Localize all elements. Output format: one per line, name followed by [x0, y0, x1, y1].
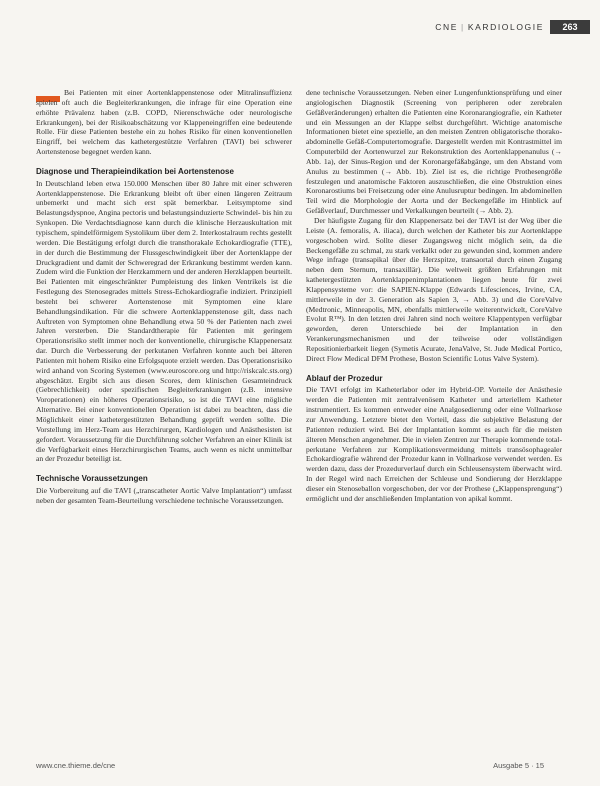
heading-technische-voraussetzungen: Technische Voraussetzungen — [36, 474, 148, 484]
paragraph-ablauf: Die TAVI erfolgt im Katheterlabor oder im Hybrid-OP. Vorteile der Anästhesie werden die Patienten mit zentralvenösem Katheter und arteriellem Katheter instrumentiert. Es kommen entweder eine Analgosedierung oder eine Vollnarkose zur Anwendung. Letztere bietet den Vorteil, dass die subjektive Belastung der Patienten reduziert wird. Bei der Implantation kommt es auch für die meisten älteren Menschen angenehmer. Die in vielen Zentren zur Therapie kommende total-perkutane Verfahren zur Komplikationsvermeidung mittels transösophagealer Echokardiografie während der Prozedur kann in Vollnarkose verwendet werden. Es werden dazu, dass der Prozedurverlauf durch ein Schleusensystem überwacht wird. In der Regel wird nach Erreichen der Schleuse und Sondierung der Herzklappe dieser ein Stenoseballon vorgeschoben, der vor der Prothese („Klappensprengung“) ermöglicht und der anschließenden Implantation von apikal kommt. — [306, 385, 562, 503]
page-header — [0, 0, 600, 40]
left-column — [36, 88, 292, 506]
header-separator: | — [461, 22, 465, 32]
section-label-kardiologie: KARDIOLOGIE — [467, 22, 544, 32]
right-column — [306, 88, 562, 504]
paragraph-diagnose: In Deutschland leben etwa 150.000 Menschen über 80 Jahre mit einer schweren Aortenklappenstenose. Die Erkrankung bleibt oft über einen längeren Zeitraum unbemerkt und macht sich erst spät bemerkbar. Leitsymptome sind Belastungsdyspnoe, Angina pectoris und belastungsinduzierte Schwindel- bis hin zu Synkopen. Die Verdachtsdiagnose kann durch die klinische Herzauskultation mit typischem, spindelförmigem Systolikum über dem 2. Interkostalraum rechts gestellt werden. Die Bestätigung erfolgt durch die transthorakale Echokardiografie (TTE), in der durch die Bestimmung der Flussgeschwindigkeit über der Aortenklappe der Druckgradient und damit der Schweregrad der Erkrankung bestimmt werden kann. Zudem wird die Funktion der Herzkammern und der anderen Herzklappen beurteilt. Bei Patienten mit eingeschränkter Pumpleistung des linken Ventrikels ist die Festlegung des Stenosegrades mittels Stress-Echokardiografie indiziert. Prinzipiell besteht bei schwerer Aortenstenose mit Symptomen eine klare Behandlungsindikation. Für die schwere Aortenklappenstenose gilt, dass nach Auftreten von Symptomen ohne Behandlung etwa 50 % der Patienten nach zwei Jahren versterben. Die Standardtherapie für Patienten mit geringem Operationsrisiko stellt immer noch der konventionelle, chirurgische Klappenersatz dar. Durch die Verbesserung der perkutanen Verfahren konnte auch bei älteren Patienten mit hohem Risiko eine Erfolgsquote erzielt werden. Das Operationsrisiko wird anhand von Scoring Systemen (www.euroscore.org und http://riskcalc.sts.org) abgeschätzt. Ergibt sich aus diesen Scores, dem klinischen Gesamteindruck (Gebrechlichkeit) oder spezifischen Begleiterkrankungen (z.B. intensive Voroperationen) ein höheres Operationsrisiko, so ist die TAVI eine mögliche Alternative. Bei einer konventionellen Operation ist dabei zu beachten, dass die Möglichkeit einer kathetergestützten Behandlung geprüft werden sollte. Die Vorstellung im Herz-Team aus Herzchirurgen, Kardiologen und Anästhesisten ist gefordert. Voraussetzung für die Durchführung solcher Verfahren an einer Klinik ist die Verfügbarkeit eines Herzchirurgischen Teams, auch wenn es nicht unmittelbar an der Prozedur beteiligt ist. — [36, 178, 292, 464]
heading-ablauf-der-prozedur: Ablauf der Prozedur — [306, 373, 383, 383]
intro-paragraph: Bei Patienten mit einer Aortenklappenstenose oder Mitralinsuffizienz spielen oft auch die Begleiterkrankungen, die infrage für eine Operation eine erhöhte Prävalenz haben (z.B. COPD, Nierenschwäche oder neurologische Erkrankungen), bei der Risikoabschätzung vor Klappeneingriffen eine bedeutende Rolle. Für diese Patienten bestehe ein zu hohes Risiko für einen konventionellen Eingriff, bei welchem das kathetergestützte Verfahren (TAVI) bei schwerer Aortenstenose begegnet werden kann. — [36, 88, 292, 157]
paragraph-technische-voraussetzungen: Die Vorbereitung auf die TAVI („transcatheter Aortic Valve Implantation“) umfasst neben der gesamten Team-Beurteilung verschiedene technische Voraussetzungen. — [36, 486, 292, 505]
section-header — [435, 22, 544, 32]
paragraph-voraussetzungen-cont: dene technische Voraussetzungen. Neben einer Lungenfunktionsprüfung und einer angiologischen Diagnostik (Screening von peripheren oder zerebralen Gefäßveränderungen) erhalten die Patienten eine Koronarangiografie, ein Katheter und ein Messungen an der Klappe selbst durchgeführt. Wichtige anatomische Informationen bietet eine spezielle, an den meisten Zentren obligatorische thorako-abdominelle Gefäß-Computertomografie. Dargestellt werden mit Kontrastmittel im Computerbild der Aortenwurzel zur Rekonstruktion des Aortenklappenanulus (→ Abb. 1a), der Sinus-Region und der Koronargefäßabgänge, um den Abstand vom Anulus zu bestimmen (→ Abb. 1b). Ziel ist es, die richtige Prothesengröße festzulegen und anatomische Faktoren auszuschließen, die eine Obstruktion eines Koronarostiums bei Freisetzung oder eine Anulusruptur bedingen. Im abdominellen Teil wird die Morphologie der Aorta und der Beckengefäße im Hinblick auf Gefäßverlauf, Durchmesser und Verkalkungen beurteilt (→ Abb. 2). — [306, 88, 562, 216]
footer-issue: Ausgabe 5 · 15 — [493, 761, 544, 770]
footer-url: www.cne.thieme.de/cne — [36, 761, 116, 770]
page-number-badge: 263 — [550, 20, 590, 34]
heading-diagnose: Diagnose und Therapieindikation bei Aortenstenose — [36, 166, 234, 176]
section-label-cne: CNE — [435, 22, 459, 32]
paragraph-zugang: Der häufigste Zugang für den Klappenersatz bei der TAVI ist der Weg über die Leiste (A. femoralis, A. iliaca), durch welchen der Katheter bis zur Aortenklappe vorgeschoben wird. Sollte dieser Zugangsweg nicht möglich sein, da die Beckengefäße zu schmal, zu stark verkalkt oder zu gewunden sind, kommen andere Wege infrage (transapikal über die Herzspitze, transaortal durch einen Zugang neben dem Sternum, transaxillär). Die weltweit größten Erfahrungen mit kathetergestützten Aortenklappenimplantationen liegen heute für zwei Klappensysteme vor: die SAPIEN-Klappe (Edwards Lifesciences, Irvine, CA, mittlerweile in der 3. Generation als Sapien 3, → Abb. 3) und die CoreValve (Medtronic, Minneapolis, MN, ebenfalls mittlerweile weiterentwickelt, CoreValve Evolut R™). In den letzten drei Jahren sind noch weitere Klappentypen verfügbar geworden, deren Unterschiede bei der Implantation in den Verankerungsmechanismen und der teilweise oder vollständigen Repositionierbarkeit liegen (Symetis Acurate, JenaValve, St. Jude Medical Portico, Direct Flow Medical DFM Prothese, Boston Scientific Lotus Valve System). — [306, 215, 562, 363]
